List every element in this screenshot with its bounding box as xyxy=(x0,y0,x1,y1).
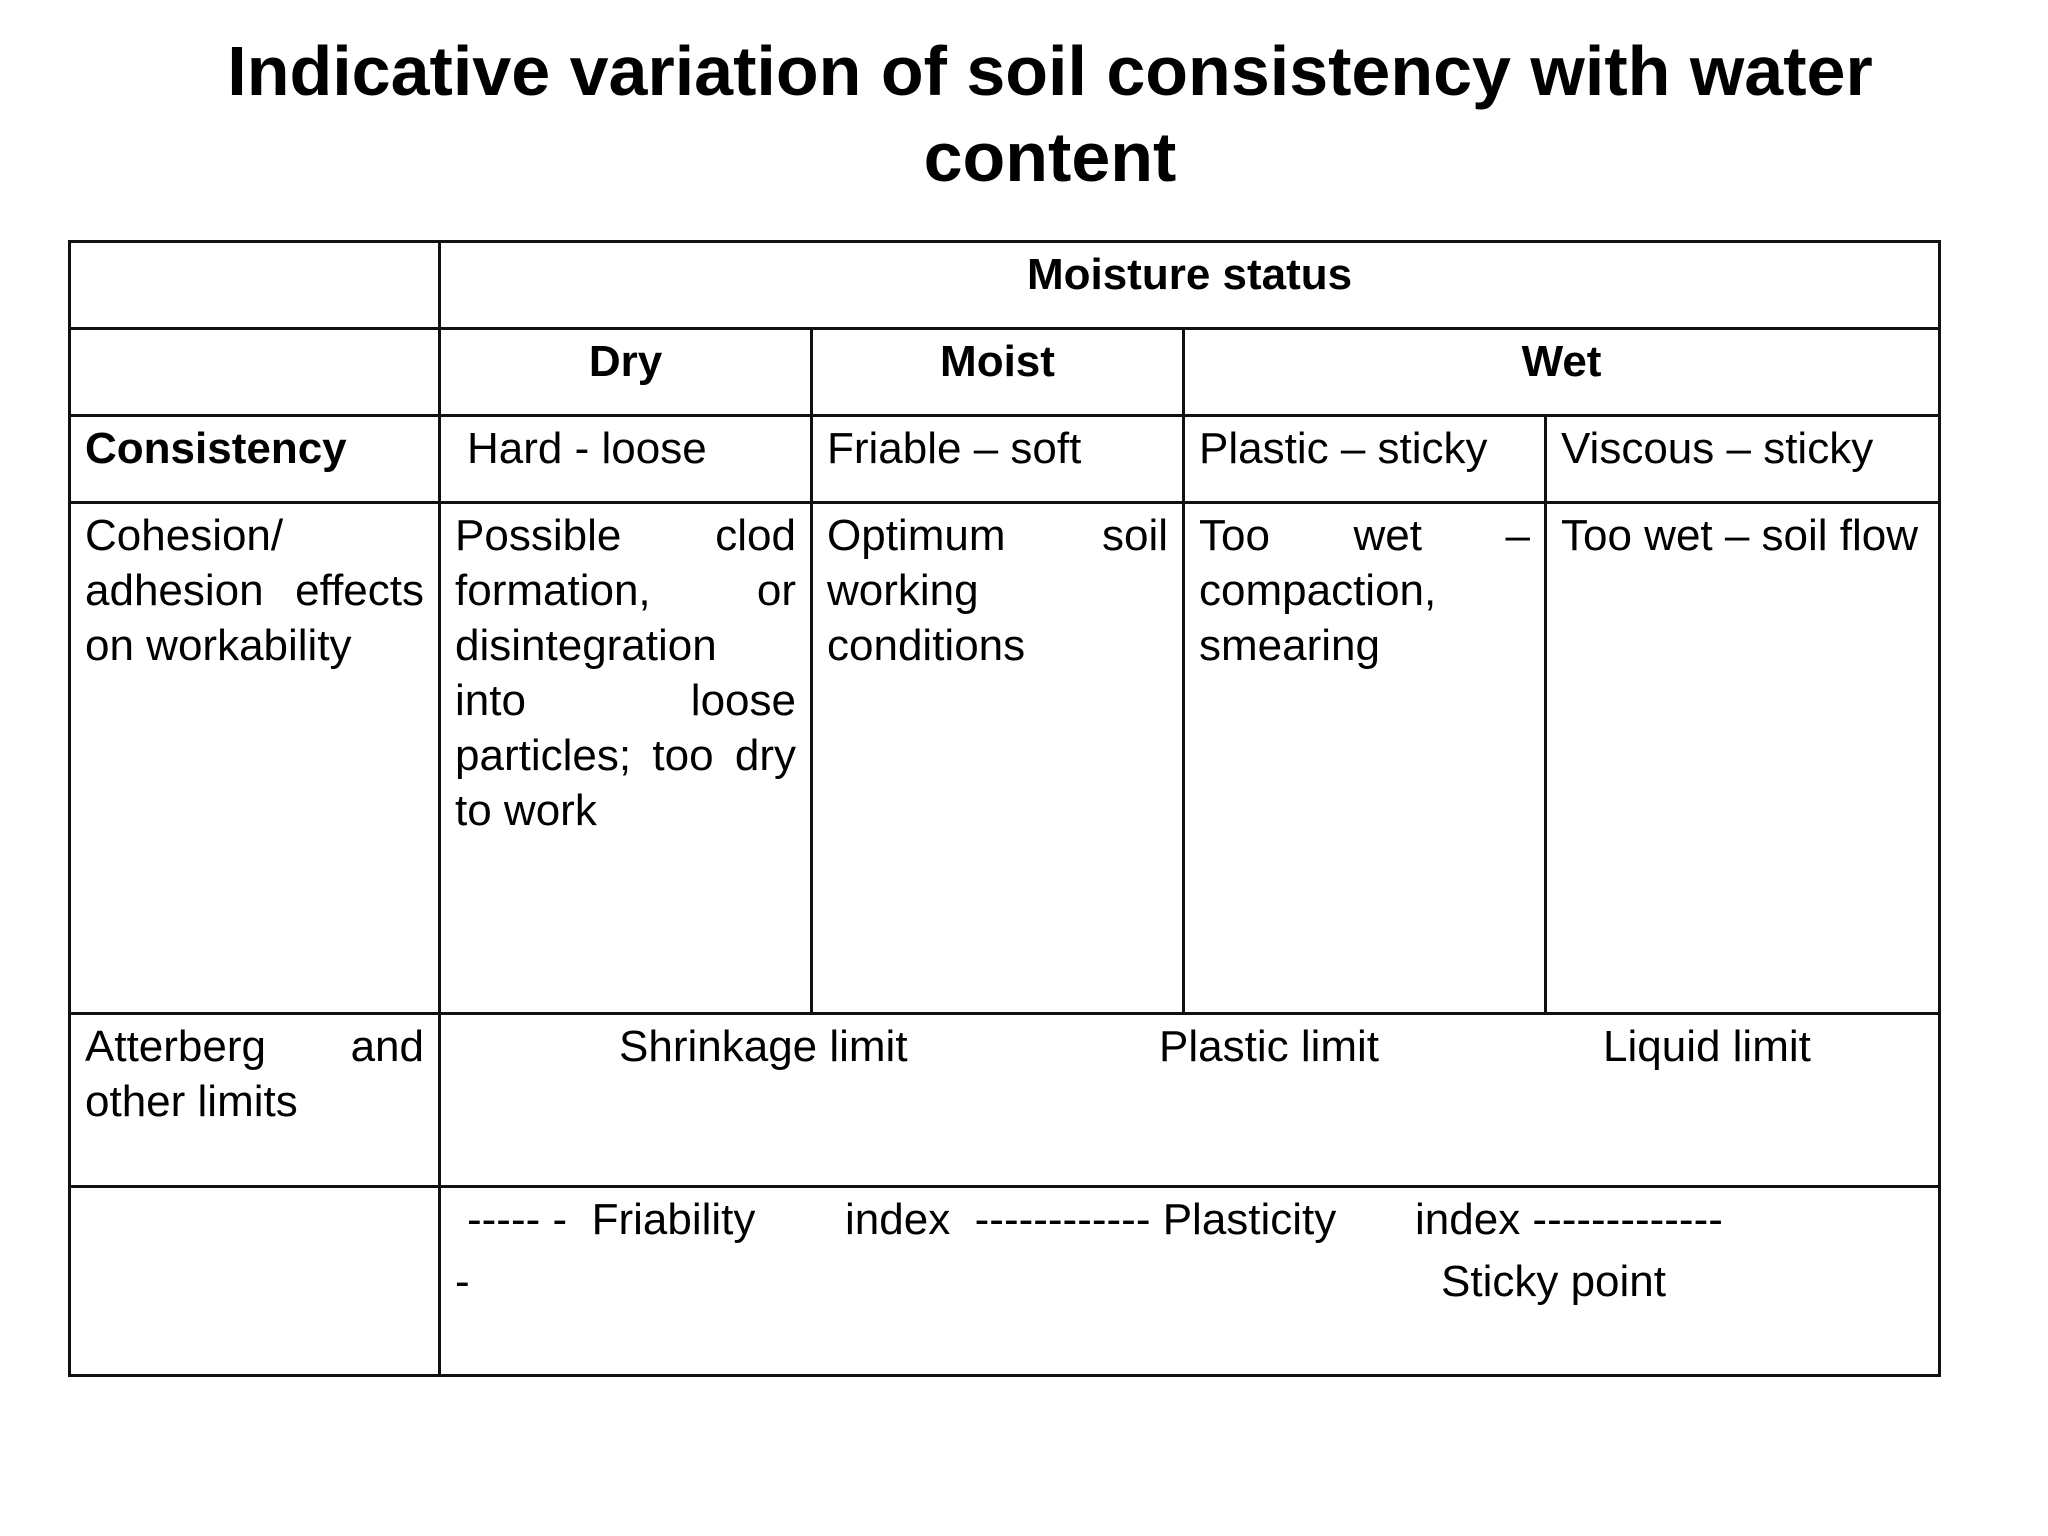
cohesion-wet-viscous: Too wet – soil flow xyxy=(1546,503,1940,1014)
wet-header: Wet xyxy=(1184,329,1940,416)
table-row xyxy=(70,1014,1940,1187)
liquid-limit: Liquid limit xyxy=(1603,1022,1811,1071)
empty-cell xyxy=(70,329,440,416)
dry-header: Dry xyxy=(440,329,812,416)
cohesion-label: Cohesion/ adhesion effects on workability xyxy=(70,503,440,1014)
sticky-point: Sticky point xyxy=(1441,1257,1666,1306)
consistency-wet-plastic: Plastic – sticky xyxy=(1184,416,1546,503)
cohesion-moist: Optimum soil working conditions xyxy=(812,503,1184,1014)
moisture-status-header: Moisture status xyxy=(440,242,1940,329)
plasticity-index-segment: index ------------ Plasticity xyxy=(845,1195,1337,1244)
table-row xyxy=(70,416,1940,503)
limits-cell xyxy=(440,1014,1940,1187)
indices-cell xyxy=(440,1187,1940,1376)
consistency-moist: Friable – soft xyxy=(812,416,1184,503)
empty-cell xyxy=(70,242,440,329)
plasticity-index-end: index ------------- xyxy=(1415,1195,1723,1244)
empty-cell xyxy=(70,1187,440,1376)
cohesion-wet-plastic: Too wet – compaction, smearing xyxy=(1184,503,1546,1014)
cohesion-dry: Possible clod formation, or disintegration into loose particles; too dry to work xyxy=(440,503,812,1014)
consistency-wet-viscous: Viscous – sticky xyxy=(1546,416,1940,503)
consistency-dry: Hard - loose xyxy=(440,416,812,503)
index-line-dash: - xyxy=(455,1257,470,1306)
table-row xyxy=(70,1187,1940,1376)
table-row xyxy=(70,503,1940,1014)
plastic-limit: Plastic limit xyxy=(1159,1022,1380,1071)
table-row xyxy=(70,242,1940,329)
table-row xyxy=(70,329,1940,416)
soil-consistency-table xyxy=(68,240,1941,1377)
moist-header: Moist xyxy=(812,329,1184,416)
friability-index-start: ----- - Friability xyxy=(467,1195,756,1244)
limits-label: Atterberg and other limits xyxy=(70,1014,440,1187)
page-title: Indicative variation of soil consistency with water content xyxy=(227,32,1873,196)
shrinkage-limit: Shrinkage limit xyxy=(619,1022,908,1071)
consistency-label: Consistency xyxy=(70,416,440,503)
